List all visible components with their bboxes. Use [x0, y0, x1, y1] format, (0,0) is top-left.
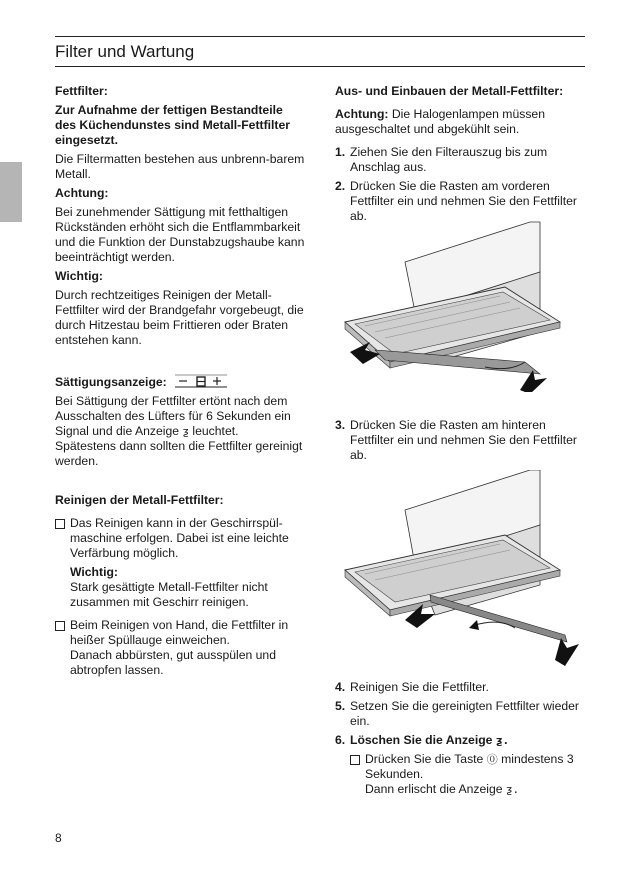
display-indicator-icon: ƺ — [182, 425, 190, 438]
right-achtung: Achtung: Die Halogenlampen müssen ausgeschaltet und abgekühlt sein. — [335, 107, 545, 136]
right-column-bottom — [335, 680, 585, 797]
page-title: Filter und Wartung — [55, 42, 195, 61]
header-rule-bottom — [55, 66, 585, 67]
fettfilter-heading: Fettfilter: — [55, 84, 108, 98]
reset-button-icon: ⓪ — [486, 753, 498, 766]
step-5: 5. Setzen Sie die gereinigten Fettfilter wieder ein. — [335, 699, 579, 728]
step-1: 1. Ziehen Sie den Filterauszug bis zum Anschlag aus. — [335, 145, 548, 174]
wichtig-label: Wichtig: — [55, 269, 103, 283]
step-4: 4. Reinigen Sie die Fettfilter. — [335, 680, 489, 694]
list-item: Beim Reinigen von Hand, die Fettfilter in heißer Spüllauge einweichen. Danach abbürsten, gut ausspülen und abtropfen lassen. — [55, 618, 305, 678]
saettigung-heading-row — [55, 372, 305, 390]
right-column-middle — [335, 418, 585, 463]
checkbox-bullet-icon — [55, 621, 65, 631]
wichtig-text: Durch rechtzeitiges Reinigen der Metall-Fettfilter wird der Brandgefahr vorgebeugt, die durch Hitzestau beim Frittieren oder Braten entstehen kann. — [55, 288, 304, 347]
saettigung-text-c: Spätestens dann sollten die Fettfilter gereinigt werden. — [55, 439, 303, 468]
illustration-remove-rear-filter — [335, 470, 585, 670]
achtung-label: Achtung: — [55, 186, 109, 200]
checkbox-bullet-icon — [350, 755, 360, 765]
checkbox-bullet-icon — [55, 519, 65, 529]
bullet1-wichtig-text: Stark gesättigte Metall-Fettfilter nicht zusammen mit Geschirr reinigen. — [70, 580, 268, 609]
einbauen-heading: Aus- und Einbauen der Metall-Fettfilter: — [335, 84, 564, 98]
fettfilter-intro-bold: Zur Aufnahme der fettigen Bestandteile des Küchendunstes sind Metall-Fettfilter eingesetzt. — [55, 103, 290, 147]
saettigung-label: Sättigungsanzeige: — [55, 375, 167, 389]
fettfilter-intro: Die Filtermatten bestehen aus unbrenn-barem Metall. — [55, 152, 305, 181]
chapter-tab-marker — [0, 162, 22, 222]
left-column — [55, 84, 305, 678]
step-2: 2. Drücken Sie die Rasten am vorderen Fettfilter ein und nehmen Sie den Fettfilter ab. — [335, 179, 577, 223]
display-indicator-icon: ƺ. — [505, 783, 520, 796]
saturation-display-icon — [173, 372, 229, 390]
header-rule-top — [55, 36, 585, 37]
reinigen-heading: Reinigen der Metall-Fettfilter: — [55, 493, 224, 507]
list-item: Drücken Sie die Taste ⓪ mindestens 3 Sekunden. Dann erlischt die Anzeige ƺ. — [350, 752, 585, 797]
step-6: 6. Löschen Sie die Anzeige ƺ. Drücken Sie die Taste ⓪ mindestens 3 Sekunden. Dann erlischt die Anzeige ƺ. — [335, 733, 585, 797]
display-indicator-icon: ƺ. — [495, 734, 510, 747]
saettigung-text: Bei Sättigung der Fettfilter ertönt nach dem Ausschalten des Lüfters für 6 Sekunden ein Signal und die Anzeige ƺ leuchtet. — [55, 394, 291, 438]
page-number: 8 — [55, 831, 62, 845]
step-3: 3. Drücken Sie die Rasten am hinteren Fettfilter ein und nehmen Sie den Fettfilter ab. — [335, 418, 577, 462]
bullet1-wichtig-label: Wichtig: — [70, 565, 118, 579]
list-item: Das Reinigen kann in der Geschirrspül-maschine erfolgen. Dabei ist eine leichte Verfärbung möglich. Wichtig: Stark gesättigte Metall-Fettfilter nicht zusammen mit Geschirr reinigen. — [55, 516, 305, 610]
illustration-remove-front-filter — [335, 212, 585, 392]
achtung-text: Bei zunehmender Sättigung mit fetthaltigen Rückständen erhöht sich die Entflammbarkeit und die Funktion der Dunstabzugshaube kann beeinträchtigt werden. — [55, 205, 305, 264]
right-column-top — [335, 84, 585, 224]
